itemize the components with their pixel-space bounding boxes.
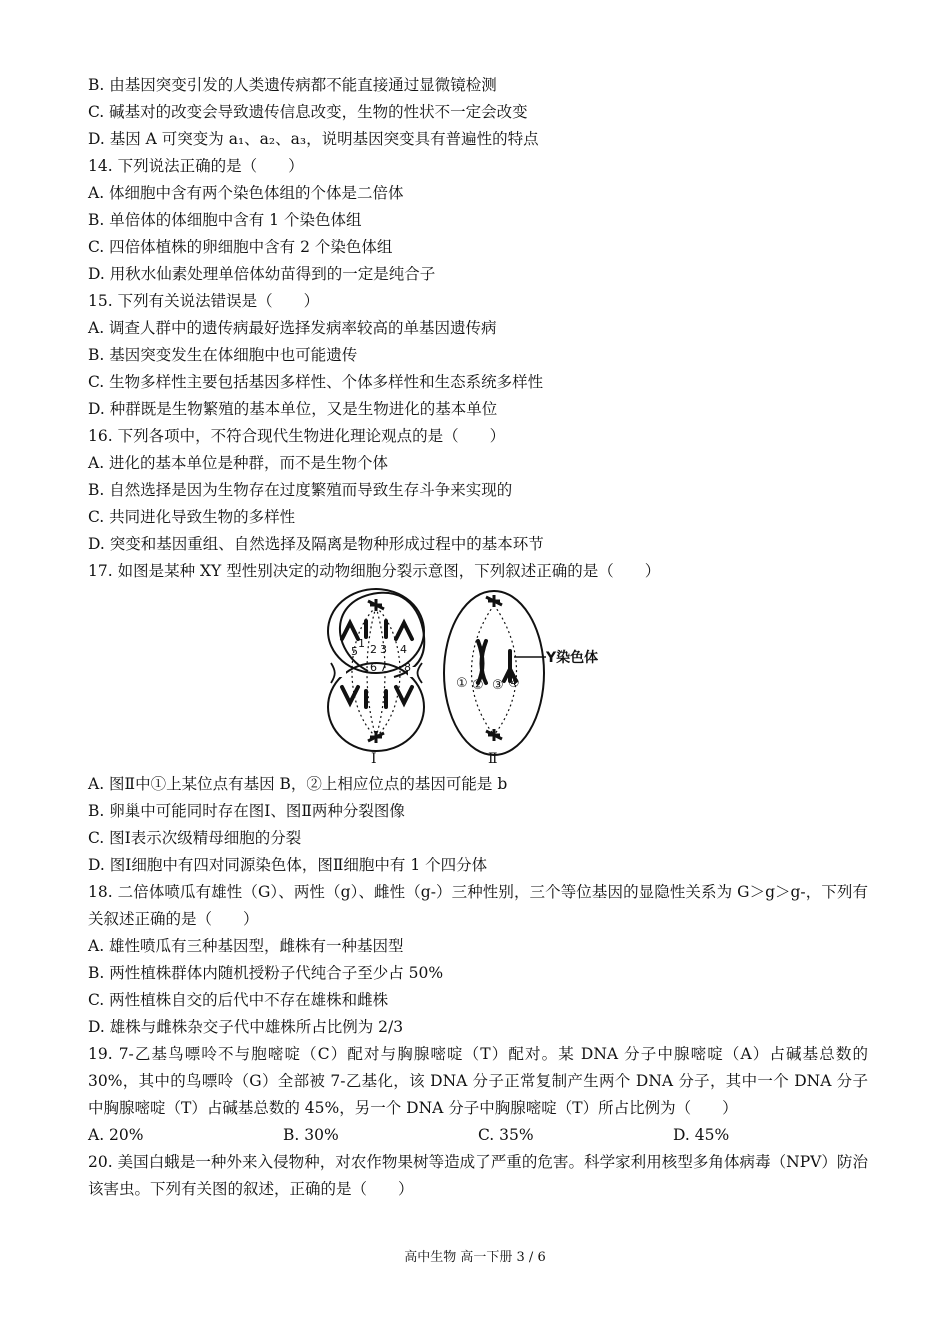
q16-option-d: D. 突变和基因重组、自然选择及隔离是物种形成过程中的基本环节 [88, 535, 544, 553]
chromosome-number-3: 3 [380, 643, 387, 656]
q17-stem: 17. 如图是某种 XY 型性别决定的动物细胞分裂示意图，下列叙述正确的是（ ） [88, 562, 661, 580]
circled-number-2: ② [472, 678, 484, 693]
q13-option-c: C. 碱基对的改变会导致遗传信息改变，生物的性状不一定会改变 [88, 103, 528, 121]
page-footer: 高中生物 高一下册 3 / 6 [404, 1250, 546, 1265]
q16-stem: 16. 下列各项中，不符合现代生物进化理论观点的是（ ） [88, 427, 506, 445]
q18-option-a: A. 雄性喷瓜有三种基因型，雌株有一种基因型 [88, 937, 404, 955]
chromosome-number-5: 5 [351, 645, 358, 658]
q15-option-a: A. 调查人群中的遗传病最好选择发病率较高的单基因遗传病 [88, 319, 497, 337]
cell-division-diagram [324, 587, 624, 765]
chromosome-number-4: 4 [400, 643, 407, 656]
q17-option-c: C. 图Ⅰ表示次级精母细胞的分裂 [88, 829, 302, 847]
q13-option-b: B. 由基因突变引发的人类遗传病都不能直接通过显微镜检测 [88, 76, 497, 94]
y-chromosome-label: Y染色体 [546, 650, 599, 666]
exam-page [88, 72, 868, 1203]
q14-option-c: C. 四倍体植株的卵细胞中含有 2 个染色体组 [88, 238, 393, 256]
q19-stem: 19. 7-乙基鸟嘌呤不与胞嘧啶（C）配对与胸腺嘧啶（T）配对。某 DNA 分子中腺嘧啶（A）占碱基总数的 30%，其中的鸟嘌呤（G）全部被 7-乙基化，该 DNA 分子正常复制产生两个 DNA 分子，其中一个 DNA 分子中胸腺嘧啶（T）占碱基总数的 45%，另一个 DNA 分子中胸腺嘧啶（T）所占比例为（ ） [88, 1045, 868, 1117]
q19-options [88, 1122, 868, 1149]
q16-option-b: B. 自然选择是因为生物存在过度繁殖而导致生存斗争来实现的 [88, 481, 513, 499]
q15-option-b: B. 基因突变发生在体细胞中也可能遗传 [88, 346, 358, 364]
cell-i-label: Ⅰ [371, 751, 377, 765]
chromosome-number-6: 6 [370, 661, 377, 674]
chromosome-number-1: 1 [358, 637, 365, 650]
q17-option-d: D. 图Ⅰ细胞中有四对同源染色体，图Ⅱ细胞中有 1 个四分体 [88, 856, 488, 874]
q17-option-a: A. 图Ⅱ中①上某位点有基因 B，②上相应位点的基因可能是 b [88, 775, 508, 793]
q18-stem: 18. 二倍体喷瓜有雄性（G）、两性（g）、雌性（g-）三种性别，三个等位基因的显隐性关系为 G＞g＞g-，下列有关叙述正确的是（ ） [88, 883, 868, 928]
chromosome-number-7: 7 [380, 661, 387, 674]
q14-option-d: D. 用秋水仙素处理单倍体幼苗得到的一定是纯合子 [88, 265, 436, 283]
circled-number-3: ③ [492, 678, 504, 693]
circled-number-4: ④ [508, 676, 520, 691]
cell-division-figure [88, 587, 868, 765]
q13-option-d: D. 基因 A 可突变为 a₁、a₂、a₃，说明基因突变具有普遍性的特点 [88, 130, 539, 148]
q20-stem: 20. 美国白蛾是一种外来入侵物种，对农作物果树等造成了严重的危害。科学家利用核型多角体病毒（NPV）防治该害虫。下列有关图的叙述，正确的是（ ） [88, 1153, 868, 1198]
q19-option-d: D. 45% [673, 1126, 730, 1144]
q15-option-c: C. 生物多样性主要包括基因多样性、个体多样性和生态系统多样性 [88, 373, 544, 391]
q18-option-c: C. 两性植株自交的后代中不存在雄株和雌株 [88, 991, 389, 1009]
q14-stem: 14. 下列说法正确的是（ ） [88, 157, 304, 175]
q19-option-c: C. 35% [478, 1126, 534, 1144]
cell-ii-label: Ⅱ [488, 751, 498, 765]
q19-option-a: A. 20% [88, 1126, 144, 1144]
q18-option-d: D. 雄株与雌株杂交子代中雄株所占比例为 2/3 [88, 1018, 404, 1036]
chromosome-number-2: 2 [370, 643, 377, 656]
q16-option-c: C. 共同进化导致生物的多样性 [88, 508, 296, 526]
q14-option-a: A. 体细胞中含有两个染色体组的个体是二倍体 [88, 184, 404, 202]
q14-option-b: B. 单倍体的体细胞中含有 1 个染色体组 [88, 211, 362, 229]
q17-option-b: B. 卵巢中可能同时存在图Ⅰ、图Ⅱ两种分裂图像 [88, 802, 405, 820]
q15-option-d: D. 种群既是生物繁殖的基本单位，又是生物进化的基本单位 [88, 400, 498, 418]
q18-option-b: B. 两性植株群体内随机授粉子代纯合子至少占 50% [88, 964, 444, 982]
q15-stem: 15. 下列有关说法错误是（ ） [88, 292, 320, 310]
q19-option-b: B. 30% [283, 1126, 339, 1144]
q16-option-a: A. 进化的基本单位是种群，而不是生物个体 [88, 454, 389, 472]
chromosome-number-8: 8 [404, 661, 411, 674]
circled-number-1: ① [456, 676, 468, 691]
